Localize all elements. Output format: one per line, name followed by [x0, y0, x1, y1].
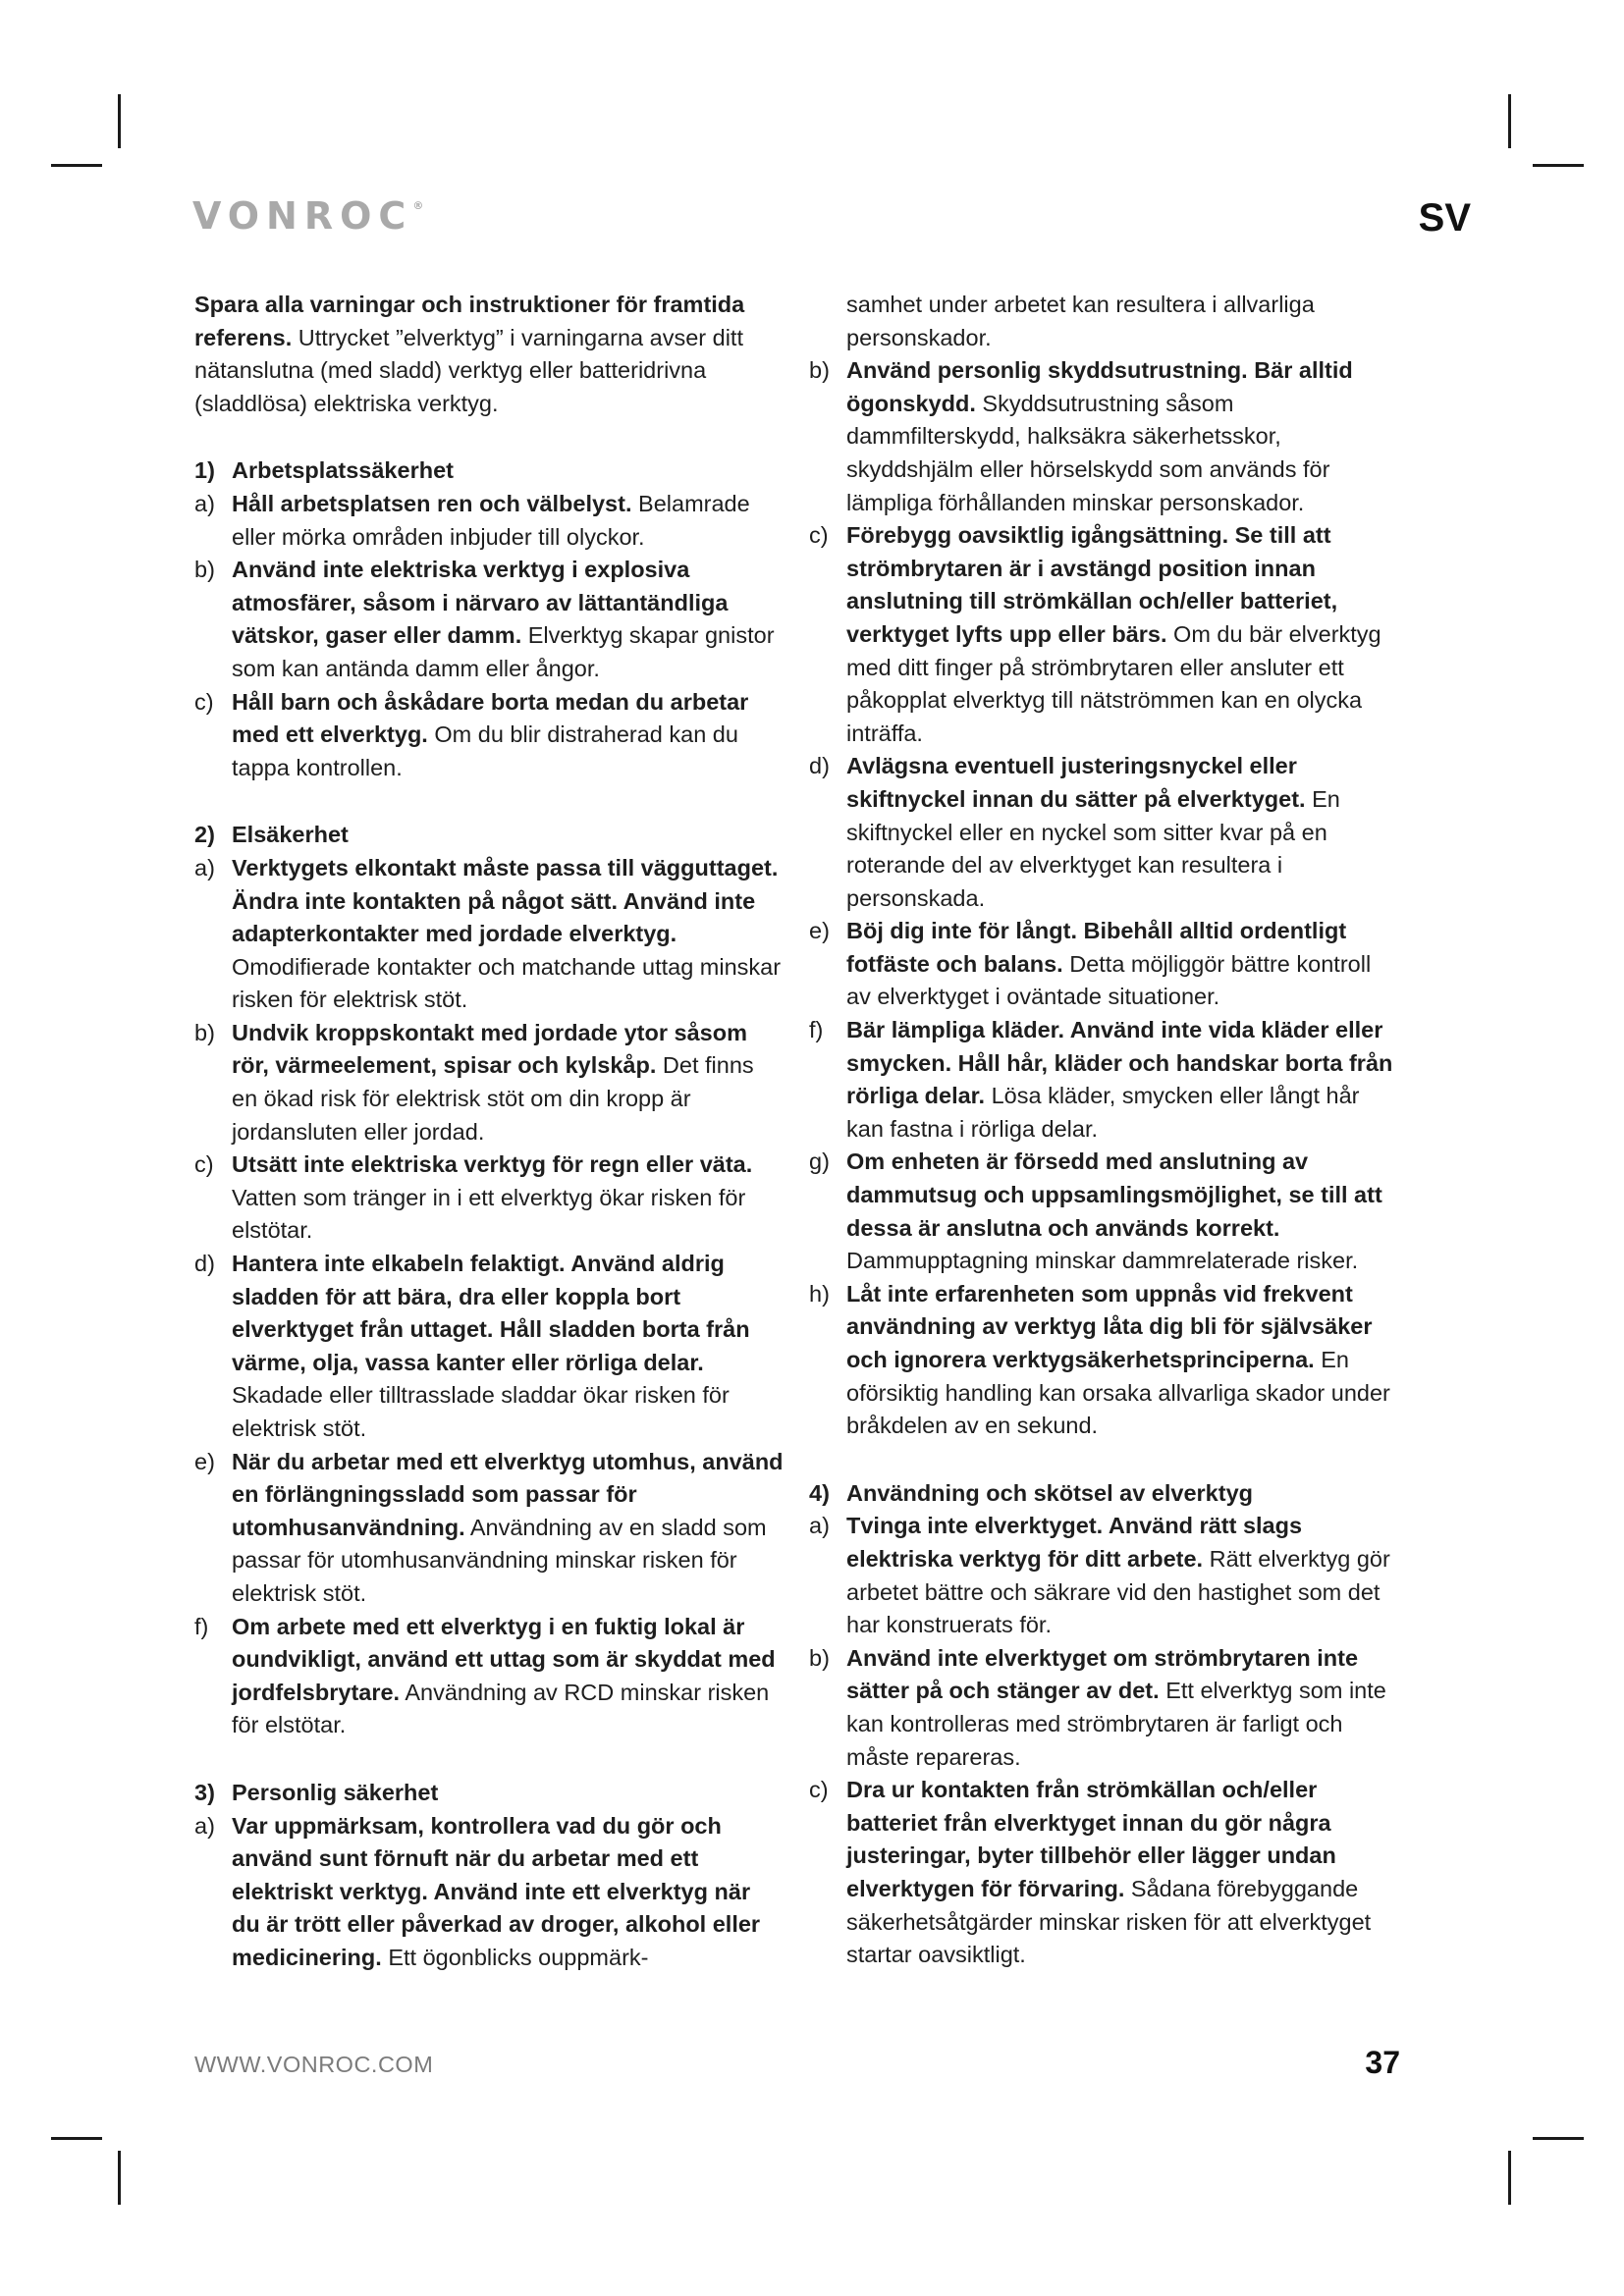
intro-paragraph: Spara alla varningar och instruktioner för framtida referens. Uttrycket ”elverktyg” i varningarna avser ditt nätanslutna (med sladd) verktyg eller batteridrivna (sladdlösa) elektriska verktyg. — [194, 292, 745, 416]
section-heading: 3) Personlig säkerhet — [194, 1779, 439, 1805]
list-item: c) Förebygg oavsiktlig igångsättning. Se till att strömbrytaren är i avstängd position innan anslutning till strömkällan och/eller batteriet, verktyget lyfts upp eller bärs. Om du bär elverktyg med ditt finger på strömbrytaren eller ansluter ett påkopplat elverktyg till nätströmmen kan en olycka inträffa. — [809, 522, 1381, 746]
list-item: b) Undvik kroppskontakt med jordade ytor såsom rör, värmeelement, spisar och kylskåp. Det finns en ökad risk för elektrisk stöt om din kropp är jordansluten eller jordad. — [194, 1019, 754, 1145]
list-item: c) Dra ur kontakten från strömkällan och/eller batteriet från elverktyget innan du gör några justeringar, byter tillbehör eller lägger undan elverktygen för förvaring. Sådana förebyggande säkerhetsåtgärder minskar risken för att elverktyget startar oavsiktligt. — [809, 1777, 1372, 1968]
list-item: a) Verktygets elkontakt måste passa till vägguttaget. Ändra inte kontakten på något sätt. Använd inte adapterkontakter med jordade elverktyg. Omodifierade kontakter och matchande uttag minskar risken för elektrisk stöt. — [194, 854, 782, 1013]
right-column — [809, 289, 1398, 1972]
crop-mark — [1508, 2151, 1511, 2205]
crop-mark — [1533, 164, 1584, 167]
list-item: f) Bär lämpliga kläder. Använd inte vida kläder eller smycken. Håll hår, kläder och handskar borta från rörliga delar. Lösa kläder, smycken eller långt hår kan fastna i rörliga delar. — [809, 1017, 1393, 1142]
section-heading: 1) Arbetsplatssäkerhet — [194, 457, 454, 484]
crop-mark — [51, 2137, 102, 2140]
list-item: b) Använd inte elektriska verktyg i explosiva atmosfärer, såsom i närvaro av lättantändliga vätskor, gaser eller damm. Elverktyg skapar gnistor som kan antända damm eller ångor. — [194, 557, 775, 681]
list-item: e) När du arbetar med ett elverktyg utomhus, använd en förlängningssladd som passar för utomhusanvändning. Användning av en sladd som passar för utomhusanvändning minskar risken för elektrisk stöt. — [194, 1448, 784, 1606]
crop-mark — [51, 164, 102, 167]
list-item: e) Böj dig inte för långt. Bibehåll alltid ordentligt fotfäste och balans. Detta möjliggör bättre kontroll av elverktyget i oväntade situationer. — [809, 918, 1372, 1010]
list-item: c) Håll barn och åskådare borta medan du arbetar med ett elverktyg. Om du blir distraherad kan du tappa kontrollen. — [194, 688, 749, 780]
crop-mark — [118, 2151, 121, 2205]
crop-mark — [1533, 2137, 1584, 2140]
crop-mark — [1508, 94, 1511, 148]
section-heading: 4) Användning och skötsel av elverktyg — [809, 1479, 1253, 1506]
list-item: b) Använd inte elverktyget om strömbrytaren inte sätter på och stänger av det. Ett elverktyg som inte kan kontrolleras med strömbrytaren är farligt och måste repareras. — [809, 1644, 1386, 1770]
list-item-continuation: samhet under arbetet kan resultera i allvarliga personskador. — [846, 292, 1315, 350]
list-item: b) Använd personlig skyddsutrustning. Bär alltid ögonskydd. Skyddsutrustning såsom dammfilterskydd, halksäkra säkerhetsskor, skyddshjälm eller hörselskydd som används för lämpliga förhållanden minskar personskador. — [809, 357, 1353, 515]
list-item: d) Avlägsna eventuell justeringsnyckel eller skiftnyckel innan du sätter på elverktyget. En skiftnyckel eller en nyckel som sitter kvar på en roterande del av elverktyget kan resultera i personskada. — [809, 753, 1340, 911]
list-item: a) Var uppmärksam, kontrollera vad du gör och använd sunt förnuft när du arbetar med ett elektriskt verktyg. Använd inte ett elverktyg när du är trött eller påverkad av droger, alkohol eller medicinering. Ett ögonblicks ouppmärk- — [194, 1812, 761, 1970]
list-item: d) Hantera inte elkabeln felaktigt. Använd aldrig sladden för att bära, dra eller koppla bort elverktyget från uttaget. Håll sladden borta från värme, olja, vassa kanter eller rörliga delar. Skadade eller tilltrasslade sladdar ökar risken för elektrisk stöt. — [194, 1251, 750, 1441]
list-item: f) Om arbete med ett elverktyg i en fuktig lokal är oundvikligt, använd ett uttag som är skyddat med jordfelsbrytare. Användning av RCD minskar risken för elstötar. — [194, 1613, 776, 1738]
language-code: SV — [1418, 196, 1471, 240]
list-item: g) Om enheten är försedd med anslutning av dammutsug och uppsamlingsmöjlighet, se till att dessa är anslutna och används korrekt. Dammupptagning minskar dammrelaterade risker. — [809, 1148, 1382, 1274]
brand-logo: VONROC® — [192, 194, 424, 238]
left-column — [194, 289, 784, 1975]
footer-url: WWW.VONROC.COM — [194, 2052, 434, 2077]
page-number: 37 — [1365, 2045, 1400, 2080]
list-item: c) Utsätt inte elektriska verktyg för regn eller väta. Vatten som tränger in i ett elverktyg ökar risken för elstötar. — [194, 1151, 753, 1244]
list-item: a) Håll arbetsplatsen ren och välbelyst. Belamrade eller mörka områden inbjuder till olyckor. — [194, 490, 750, 550]
list-item: h) Låt inte erfarenheten som uppnås vid frekvent användning av verktyg låta dig bli för självsäker och ignorera verktygsäkerhetsprinciperna. En oförsiktig handling kan orsaka allvarliga skador under bråkdelen av en sekund. — [809, 1280, 1390, 1439]
list-item: a) Tvinga inte elverktyget. Använd rätt slags elektriska verktyg för ditt arbete. Rätt elverktyg gör arbetet bättre och säkrare vid den hastighet som det har konstruerats för. — [809, 1513, 1390, 1638]
section-heading: 2) Elsäkerhet — [194, 822, 349, 848]
crop-mark — [118, 94, 121, 148]
